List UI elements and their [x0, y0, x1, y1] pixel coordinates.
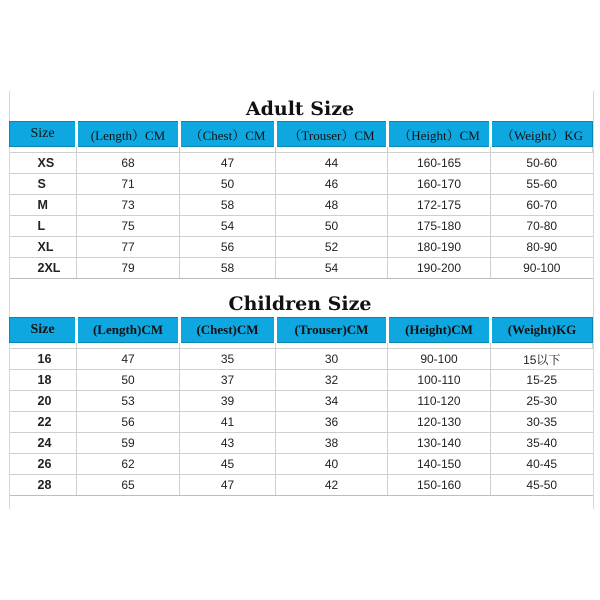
size-cell: 18: [10, 370, 77, 391]
table-row: [10, 153, 593, 174]
weight-cell: 70-80: [491, 216, 593, 237]
weight-cell: 55-60: [491, 174, 593, 195]
trouser-cell: 42: [276, 475, 388, 496]
chest-cell: 58: [180, 195, 276, 216]
trouser-cell: 32: [276, 370, 388, 391]
weight-cell: 50-60: [491, 153, 593, 174]
chest-cell: 45: [180, 454, 276, 475]
weight-cell: 40-45: [491, 454, 593, 475]
height-cell: 172-175: [388, 195, 491, 216]
length-cell: 73: [77, 195, 180, 216]
size-cell: 26: [10, 454, 77, 475]
chest-cell: 41: [180, 412, 276, 433]
length-cell: 79: [77, 258, 180, 279]
weight-cell: 60-70: [491, 195, 593, 216]
weight-cell: 15以下: [491, 349, 593, 370]
size-cell: 16: [10, 349, 77, 370]
table-row: [10, 454, 593, 475]
weight-cell: 30-35: [491, 412, 593, 433]
adult-header-row: [10, 122, 593, 147]
chest-cell: 35: [180, 349, 276, 370]
weight-cell: 90-100: [491, 258, 593, 279]
table-row: [10, 216, 593, 237]
chest-cell: 54: [180, 216, 276, 237]
size-cell: 24: [10, 433, 77, 454]
trouser-cell: 34: [276, 391, 388, 412]
length-cell: 50: [77, 370, 180, 391]
height-cell: 140-150: [388, 454, 491, 475]
children-header-trouser: (Trouser)CM: [276, 318, 388, 343]
chest-cell: 50: [180, 174, 276, 195]
table-row: [10, 412, 593, 433]
chest-cell: 39: [180, 391, 276, 412]
table-row: [10, 391, 593, 412]
weight-cell: 15-25: [491, 370, 593, 391]
children-header-length: (Length)CM: [77, 318, 180, 343]
table-row: [10, 258, 593, 279]
height-cell: 120-130: [388, 412, 491, 433]
adult-header-length: (Length）CM: [77, 122, 180, 147]
trouser-cell: 46: [276, 174, 388, 195]
chest-cell: 37: [180, 370, 276, 391]
adult-header-weight: （Weight）KG: [491, 122, 593, 147]
adult-header-trouser: （Trouser）CM: [276, 122, 388, 147]
chest-cell: 58: [180, 258, 276, 279]
size-cell: XL: [10, 237, 77, 258]
height-cell: 90-100: [388, 349, 491, 370]
adult-header-size: Size: [10, 122, 77, 147]
adult-header-height: （Height）CM: [388, 122, 491, 147]
trouser-cell: 48: [276, 195, 388, 216]
height-cell: 100-110: [388, 370, 491, 391]
height-cell: 130-140: [388, 433, 491, 454]
trouser-cell: 44: [276, 153, 388, 174]
trouser-cell: 52: [276, 237, 388, 258]
chest-cell: 43: [180, 433, 276, 454]
size-cell: 22: [10, 412, 77, 433]
table-row: [10, 433, 593, 454]
trouser-cell: 54: [276, 258, 388, 279]
length-cell: 75: [77, 216, 180, 237]
length-cell: 47: [77, 349, 180, 370]
trouser-cell: 30: [276, 349, 388, 370]
adult-header-chest: （Chest）CM: [180, 122, 276, 147]
length-cell: 77: [77, 237, 180, 258]
length-cell: 53: [77, 391, 180, 412]
children-header-row: [10, 318, 593, 343]
length-cell: 68: [77, 153, 180, 174]
table-row: [10, 475, 593, 496]
weight-cell: 25-30: [491, 391, 593, 412]
height-cell: 180-190: [388, 237, 491, 258]
adult-table-body: [10, 147, 593, 279]
height-cell: 160-165: [388, 153, 491, 174]
children-header-height: (Height)CM: [388, 318, 491, 343]
adult-size-title: Adult Size: [245, 98, 355, 120]
trouser-cell: 36: [276, 412, 388, 433]
length-cell: 62: [77, 454, 180, 475]
chest-cell: 56: [180, 237, 276, 258]
length-cell: 59: [77, 433, 180, 454]
children-header-weight: (Weight)KG: [491, 318, 593, 343]
size-cell: 20: [10, 391, 77, 412]
size-cell: 28: [10, 475, 77, 496]
trouser-cell: 38: [276, 433, 388, 454]
weight-cell: 45-50: [491, 475, 593, 496]
trouser-cell: 40: [276, 454, 388, 475]
trouser-cell: 50: [276, 216, 388, 237]
table-row: [10, 237, 593, 258]
size-cell: M: [10, 195, 77, 216]
size-cell: 2XL: [10, 258, 77, 279]
length-cell: 71: [77, 174, 180, 195]
weight-cell: 80-90: [491, 237, 593, 258]
children-header-chest: (Chest)CM: [180, 318, 276, 343]
adult-size-table: [9, 121, 593, 279]
table-row: [10, 174, 593, 195]
children-header-size: Size: [10, 318, 77, 343]
weight-cell: 35-40: [491, 433, 593, 454]
table-row: [10, 195, 593, 216]
height-cell: 190-200: [388, 258, 491, 279]
height-cell: 150-160: [388, 475, 491, 496]
children-table-body: [10, 343, 593, 496]
table-row: [10, 349, 593, 370]
table-row: [10, 370, 593, 391]
children-size-title: Children Size: [228, 293, 372, 315]
chest-cell: 47: [180, 153, 276, 174]
chest-cell: 47: [180, 475, 276, 496]
height-cell: 110-120: [388, 391, 491, 412]
children-size-table: [9, 317, 593, 496]
height-cell: 160-170: [388, 174, 491, 195]
size-cell: XS: [10, 153, 77, 174]
length-cell: 56: [77, 412, 180, 433]
height-cell: 175-180: [388, 216, 491, 237]
length-cell: 65: [77, 475, 180, 496]
size-cell: S: [10, 174, 77, 195]
size-cell: L: [10, 216, 77, 237]
